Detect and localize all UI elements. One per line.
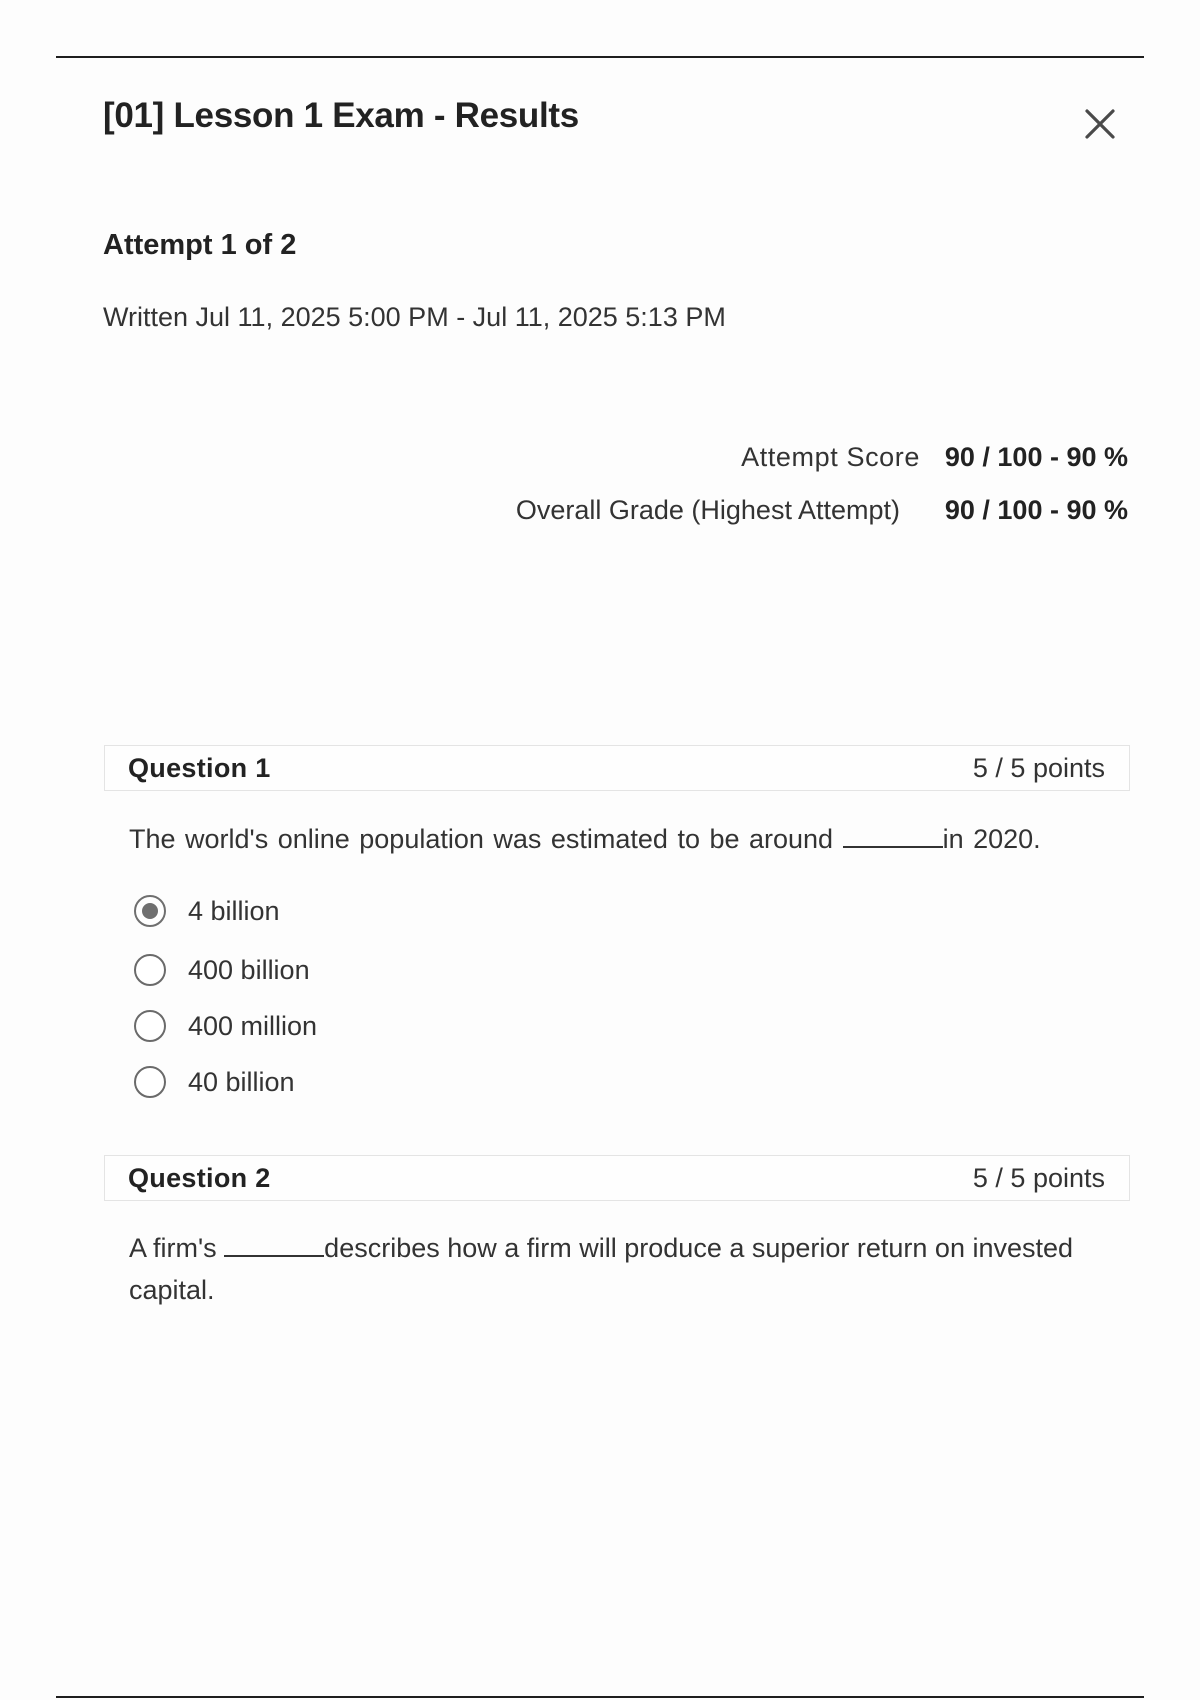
question-text-after: describes how a firm will produce a superior return on invested capital. <box>129 1233 1074 1305</box>
radio-button[interactable] <box>134 1066 166 1098</box>
radio-button[interactable] <box>134 954 166 986</box>
attempt-label: Attempt 1 of 2 <box>103 229 297 261</box>
question-header <box>104 745 1130 791</box>
radio-dot <box>142 903 158 919</box>
question-text <box>129 818 1099 860</box>
question-title: Question 1 <box>128 752 271 783</box>
page-title: [01] Lesson 1 Exam - Results <box>103 96 579 135</box>
question-title: Question 2 <box>128 1162 271 1193</box>
question-text-before: A firm's <box>129 1233 225 1263</box>
top-divider <box>56 56 1144 58</box>
overall-grade-label: Overall Grade (Highest Attempt) <box>515 495 900 525</box>
close-button[interactable] <box>1080 104 1120 144</box>
question-text <box>129 1227 1089 1311</box>
question-text-before: The world's online population was estimated to be around <box>129 824 843 854</box>
answer-option[interactable] <box>134 954 310 986</box>
question-points: 5 / 5 points <box>972 1162 1105 1193</box>
question-points: 5 / 5 points <box>972 752 1105 783</box>
answer-option[interactable] <box>134 895 280 927</box>
answer-option[interactable] <box>134 1066 295 1098</box>
question-header <box>104 1155 1130 1201</box>
attempt-score-row <box>741 442 1128 473</box>
bottom-divider <box>56 1696 1144 1698</box>
answer-option[interactable] <box>134 1010 317 1042</box>
overall-grade-row <box>516 495 1128 526</box>
overall-grade-value: 90 / 100 - 90 % <box>944 495 1128 525</box>
attempt-score-label: Attempt Score <box>741 442 920 472</box>
question-text-after: in 2020. <box>942 824 1041 854</box>
written-timestamp: Written Jul 11, 2025 5:00 PM - Jul 11, 2025 5:13 PM <box>103 302 726 332</box>
radio-button-selected[interactable] <box>134 895 166 927</box>
answer-blank <box>224 1235 324 1257</box>
option-label: 40 billion <box>188 1066 295 1097</box>
answer-blank <box>843 826 943 848</box>
close-icon <box>1080 104 1120 144</box>
option-label: 400 billion <box>188 954 310 985</box>
radio-button[interactable] <box>134 1010 166 1042</box>
option-label: 400 million <box>188 1010 318 1041</box>
option-label: 4 billion <box>188 895 280 926</box>
attempt-score-value: 90 / 100 - 90 % <box>944 442 1128 472</box>
